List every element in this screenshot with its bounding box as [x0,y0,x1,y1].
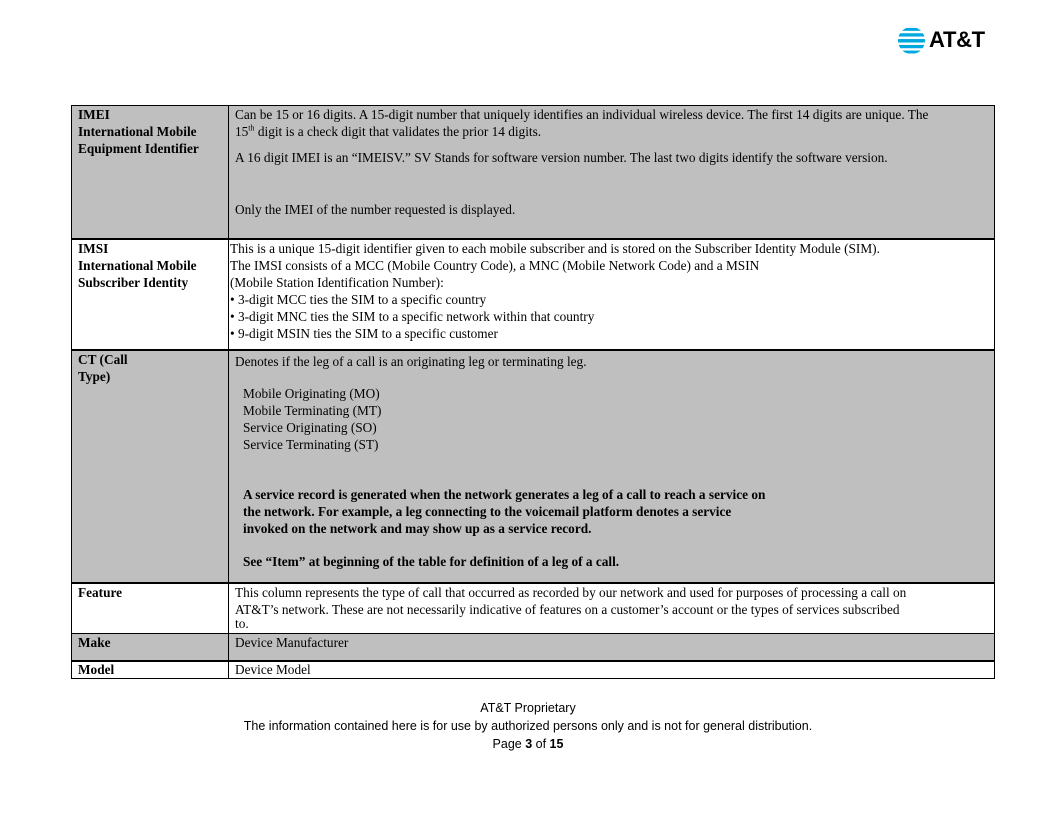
label-imei [72,106,229,239]
ct-type-item: Service Originating (SO) [243,419,377,435]
table-row-model [72,661,995,679]
desc-imei [229,106,995,239]
ct-note-line: the network. For example, a leg connecting to the voicemail platform denotes a service [243,503,732,519]
imei-text-1a: Can be 15 or 16 digits. A 15-digit number that uniquely identifies an individual wireless device. The first 14 digits are unique. The [235,107,929,122]
feature-line: This column represents the type of call that occurred as recorded by our network and used for purposes of processing a call on [235,584,907,600]
page-number [0,735,1056,753]
desc-model: Device Model [229,661,995,679]
page-footer [0,699,1056,753]
ct-type-list [235,385,988,453]
page-prefix: Page [492,737,526,751]
globe-icon [897,26,926,55]
desc-imsi [229,239,995,350]
label-model: Model [72,661,229,679]
imsi-bullet: • 3-digit MCC ties the SIM to a specific country [230,291,487,307]
imsi-line: (Mobile Station Identification Number): [230,274,444,290]
imei-text-1b-rest: digit is a check digit that validates the prior 14 digits. [254,124,542,139]
logo-text: AT&T [929,27,985,52]
definitions-table [71,105,995,679]
footer-proprietary: AT&T Proprietary [480,701,576,715]
label-line: IMEI [78,107,110,122]
label-line: CT (Call [78,351,128,367]
table-row-make [72,634,995,661]
label-line: International Mobile [78,257,197,273]
label-line: Type) [78,368,111,384]
footer-notice: The information contained here is for use by authorized persons only and is not for general distribution. [243,719,813,733]
imei-text-3: Only the IMEI of the number requested is displayed. [235,202,516,217]
imsi-bullet: • 3-digit MNC ties the SIM to a specific network within that country [230,308,595,324]
table-row-feature [72,583,995,634]
imei-text-1b [235,123,988,140]
label-line: IMSI [78,240,109,256]
feature-line: to. [235,615,249,631]
desc-call-type [229,350,995,583]
label-line: Subscriber Identity [78,274,189,290]
table-row-imsi [72,239,995,350]
ct-type-item: Mobile Terminating (MT) [243,402,382,418]
ct-note-line: invoked on the network and may show up as a service record. [243,520,592,536]
table-row-call-type [72,350,995,583]
label-imsi [72,239,229,350]
label-make: Make [72,634,229,661]
feature-line: AT&T’s network. These are not necessarily indicative of features on a customer’s account or the types of services subscribed [235,601,900,617]
label-line: International Mobile [78,124,197,139]
ct-service-note [235,486,988,537]
ct-type-item: Mobile Originating (MO) [243,385,380,401]
ct-type-item: Service Terminating (ST) [243,436,379,452]
desc-make: Device Manufacturer [229,634,995,661]
imsi-line: The IMSI consists of a MCC (Mobile Country Code), a MNC (Mobile Network Code) and a MSIN [230,257,760,273]
table-row-imei [72,106,995,239]
att-logo [897,24,997,56]
ordinal-suffix: th [248,123,255,133]
page-of: of [532,737,550,751]
page-total: 15 [549,737,564,751]
label-call-type [72,350,229,583]
imsi-line: This is a unique 15-digit identifier given to each mobile subscriber and is stored on the Subscriber Identity Module (SIM). [230,240,880,256]
imei-text-2: A 16 digit IMEI is an “IMEISV.” SV Stands for software version number. The last two digits identify the software version. [235,150,888,165]
digit-number: 15 [235,124,249,139]
desc-feature [229,583,995,634]
ct-see-note: See “Item” at beginning of the table for definition of a leg of a call. [243,553,620,569]
label-line: Equipment Identifier [78,141,199,156]
imsi-bullet: • 9-digit MSIN ties the SIM to a specific customer [230,325,498,341]
label-feature: Feature [72,583,229,634]
ct-intro: Denotes if the leg of a call is an originating leg or terminating leg. [235,353,587,369]
page-current: 3 [525,737,533,751]
ct-note-line: A service record is generated when the network generates a leg of a call to reach a service on [243,486,766,502]
